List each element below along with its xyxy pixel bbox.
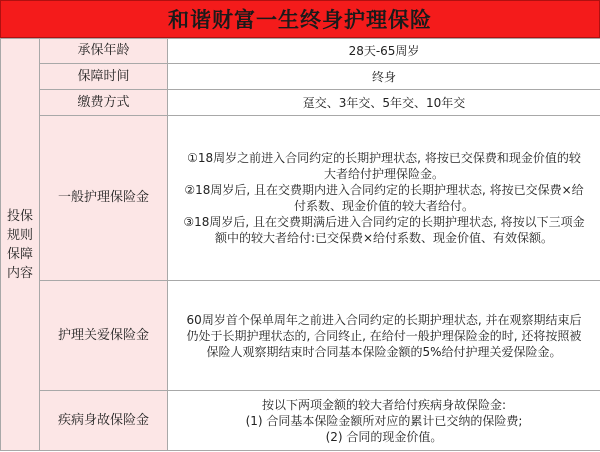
table-row bbox=[1, 39, 600, 64]
row-value-general-care bbox=[168, 116, 600, 281]
table-row bbox=[1, 391, 600, 451]
value-text: ②18周岁后, 且在交费期内进入合同约定的长期护理状态, 将按已交保费×给付系数、现金价值的较大者给付。 bbox=[184, 183, 584, 213]
value-text: ①18周岁之前进入合同约定的长期护理状态, 将按已交保费和现金价值的较大者给付护理保险金。 bbox=[187, 151, 581, 181]
group-label-line: 投保 bbox=[6, 208, 33, 224]
table-row bbox=[1, 64, 600, 90]
row-value-payment bbox=[168, 90, 600, 116]
table-row bbox=[1, 90, 600, 116]
row-label-payment: 缴费方式 bbox=[40, 90, 168, 116]
group-label-line: 内容 bbox=[6, 265, 33, 281]
row-label-death: 疾病身故保险金 bbox=[40, 391, 168, 451]
row-label-period: 保障时间 bbox=[40, 64, 168, 90]
value-text: 按以下两项金额的较大者给付疾病身故保险金: bbox=[261, 397, 507, 412]
rules-table bbox=[0, 38, 600, 451]
value-text: 终身 bbox=[371, 69, 396, 84]
table-row bbox=[1, 116, 600, 281]
row-value-age bbox=[168, 39, 600, 64]
value-text: (1) 合同基本保险金额所对应的累计已交纳的保险费; bbox=[245, 413, 523, 428]
row-label-general-care: 一般护理保险金 bbox=[40, 116, 168, 281]
group-label-line: 规则 bbox=[6, 227, 33, 243]
group-label-line: 保障 bbox=[6, 246, 33, 262]
row-label-age: 承保年龄 bbox=[40, 39, 168, 64]
table-row bbox=[1, 281, 600, 391]
table-title: 和谐财富一生终身护理保险 bbox=[0, 0, 600, 38]
row-label-care-love: 护理关爱保险金 bbox=[40, 281, 168, 391]
value-text: 60周岁首个保单周年之前进入合同约定的长期护理状态, 并在观察期结束后仍处于长期护理状态的, 合同终止, 在给付一般护理保险金的时, 还将按照被保险人观察期结束时合同基本保险金额的5%给付护理关爱保险金。 bbox=[186, 312, 582, 359]
value-text: 28天-65周岁 bbox=[348, 44, 420, 58]
row-value-death bbox=[168, 391, 600, 451]
value-text: ③18周岁后, 且在交费期满后进入合同约定的长期护理状态, 将按以下三项金额中的较大者给付:已交保费×给付系数、现金价值、有效保额。 bbox=[183, 215, 585, 245]
row-value-period bbox=[168, 64, 600, 90]
group-label bbox=[1, 39, 40, 451]
value-text: 趸交、3年交、5年交、10年交 bbox=[302, 95, 466, 110]
value-text: (2) 合同的现金价值。 bbox=[325, 429, 443, 444]
row-value-care-love bbox=[168, 281, 600, 391]
